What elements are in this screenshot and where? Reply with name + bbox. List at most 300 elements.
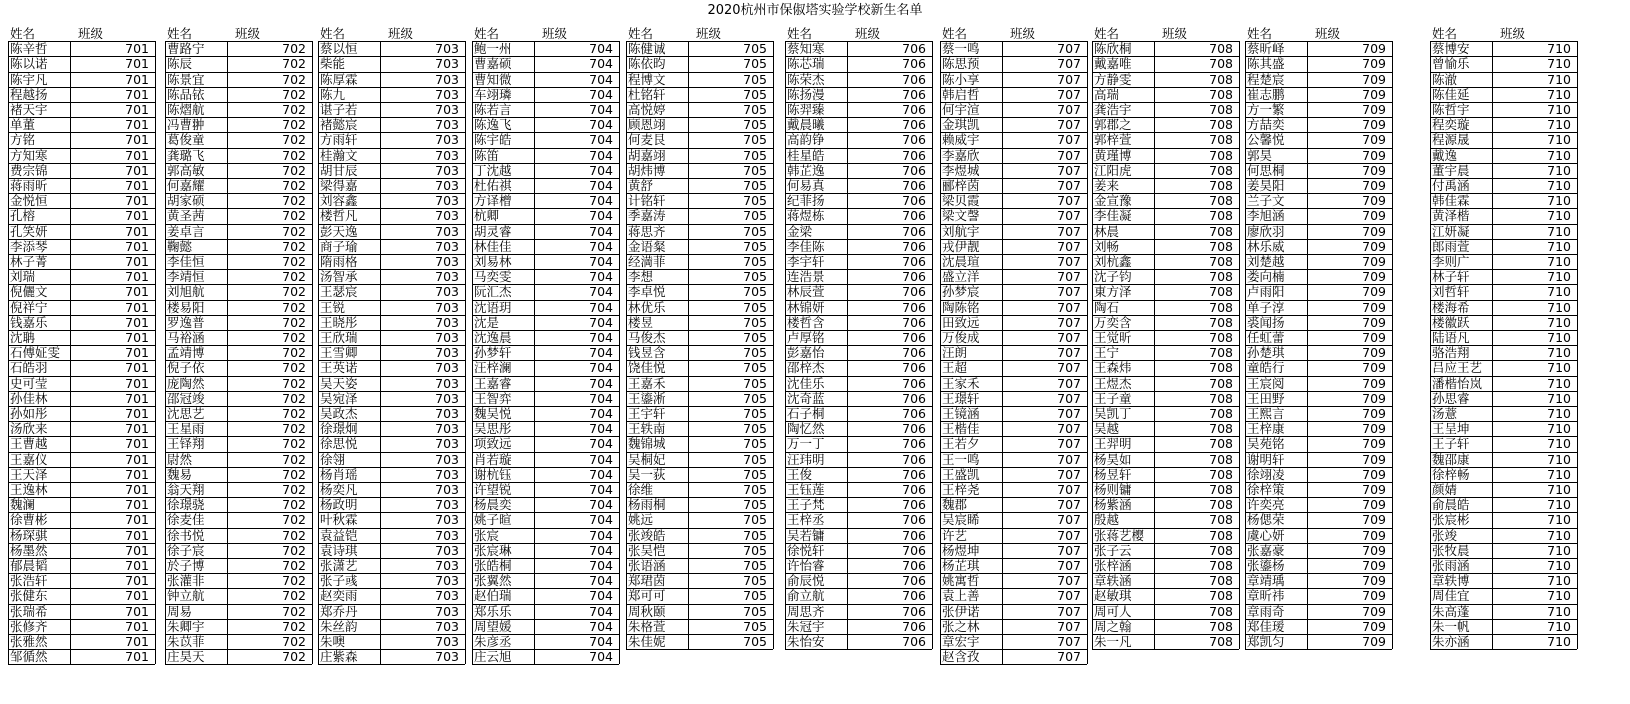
- header-name: 姓名: [1094, 26, 1120, 41]
- student-class: 710: [1547, 618, 1571, 634]
- student-name: 章昕祎: [1247, 588, 1285, 604]
- student-name: 顾恩翊: [628, 117, 666, 133]
- student-class: 705: [743, 314, 767, 330]
- student-name: 谢明轩: [1247, 451, 1285, 467]
- student-name: 楼海希: [1432, 299, 1470, 315]
- student-name: 沈语玥: [474, 299, 512, 315]
- student-class: 706: [902, 132, 926, 148]
- student-name: 赵奕雨: [320, 588, 358, 604]
- student-name: 陈其盛: [1247, 56, 1285, 72]
- student-name: 程楚宸: [1247, 71, 1285, 87]
- student-name: 倪儷文: [10, 284, 48, 300]
- student-name: 王熙言: [1247, 406, 1285, 421]
- student-name: 俞晨皓: [1432, 497, 1470, 513]
- student-class: 706: [902, 482, 926, 497]
- student-name: 徐书悦: [167, 527, 205, 543]
- student-name: 王轶南: [628, 421, 666, 437]
- student-name: 陈景宜: [167, 71, 205, 87]
- student-name: 魏郡: [942, 497, 968, 513]
- student-class: 702: [282, 482, 306, 497]
- student-class: 705: [743, 634, 767, 649]
- student-class: 701: [125, 238, 149, 254]
- student-class: 704: [589, 649, 613, 665]
- student-name: 许望锐: [474, 482, 512, 497]
- student-name: 楼哲含: [787, 314, 825, 330]
- student-class: 701: [125, 117, 149, 133]
- student-class: 709: [1362, 314, 1386, 330]
- student-class: 701: [125, 649, 149, 665]
- student-name: 罗逸普: [167, 314, 205, 330]
- student-class: 702: [282, 208, 306, 224]
- student-class: 706: [902, 542, 926, 558]
- student-name: 王晓彤: [320, 314, 358, 330]
- header-name: 姓名: [628, 26, 654, 41]
- student-name: 袁益铠: [320, 527, 358, 543]
- student-class: 703: [435, 375, 459, 391]
- student-class: 710: [1547, 102, 1571, 117]
- student-class: 707: [1057, 603, 1081, 619]
- student-name: 李则广: [1432, 254, 1470, 269]
- student-name: 戴晨曦: [787, 117, 825, 133]
- student-name: 陆语凡: [1432, 330, 1470, 345]
- student-class: 704: [589, 178, 613, 193]
- student-class: 709: [1362, 254, 1386, 269]
- student-name: 吴桐妃: [628, 451, 666, 467]
- student-name: 万俊成: [942, 330, 980, 345]
- student-name: 金悦恒: [10, 193, 48, 209]
- student-name: 王智弈: [474, 390, 512, 406]
- student-class: 710: [1547, 284, 1571, 300]
- student-class: 709: [1362, 497, 1386, 513]
- student-class: 703: [435, 330, 459, 345]
- student-class: 710: [1547, 542, 1571, 558]
- student-name: 汤智承: [320, 269, 358, 285]
- student-class: 702: [282, 649, 306, 665]
- student-name: 蔡知寒: [787, 41, 825, 57]
- header-class: 班级: [855, 26, 881, 41]
- student-class: 706: [902, 634, 926, 649]
- student-name: 陈逸飞: [474, 117, 512, 133]
- student-name: 何宇渲: [942, 102, 980, 117]
- student-name: 郑可可: [628, 588, 666, 604]
- student-name: 陈以诺: [10, 56, 48, 72]
- student-name: 汪朗: [942, 345, 968, 361]
- student-name: 王铎翔: [167, 436, 205, 452]
- student-class: 702: [282, 603, 306, 619]
- student-name: 朱卿宇: [167, 618, 205, 634]
- student-name: 林子菁: [10, 254, 48, 269]
- student-name: 赵含孜: [942, 649, 980, 665]
- student-name: 魏易: [167, 466, 193, 482]
- header-name: 姓名: [167, 26, 193, 41]
- student-name: 魏澜: [10, 497, 36, 513]
- student-name: 黄舒: [628, 178, 654, 193]
- student-class: 707: [1057, 558, 1081, 573]
- student-class: 707: [1057, 132, 1081, 148]
- student-class: 701: [125, 254, 149, 269]
- student-class: 710: [1547, 512, 1571, 528]
- student-class: 702: [282, 147, 306, 163]
- student-name: 谌子若: [320, 102, 358, 117]
- student-class: 710: [1547, 573, 1571, 589]
- student-name: 陈熠航: [167, 102, 205, 117]
- student-name: 刘容鑫: [320, 193, 358, 209]
- student-name: 朱彦丞: [474, 634, 512, 649]
- student-name: 颜婧: [1432, 482, 1458, 497]
- student-class: 709: [1362, 41, 1386, 57]
- student-name: 王逸林: [10, 482, 48, 497]
- student-class: 710: [1547, 223, 1571, 239]
- student-name: 姜来: [1094, 178, 1120, 193]
- student-class: 708: [1209, 102, 1233, 117]
- student-class: 705: [743, 254, 767, 269]
- student-name: 魏锦城: [628, 436, 666, 452]
- student-class: 702: [282, 41, 306, 57]
- student-name: 陈小享: [942, 71, 980, 87]
- student-class: 703: [435, 147, 459, 163]
- student-name: 何思桐: [1247, 162, 1285, 178]
- student-name: 黄圣茜: [167, 208, 205, 224]
- student-name: 杨政明: [320, 497, 358, 513]
- student-name: 刘航宇: [942, 223, 980, 239]
- student-class: 701: [125, 436, 149, 452]
- column-left-border: [940, 41, 941, 664]
- student-class: 701: [125, 193, 149, 209]
- student-name: 杨肖瑶: [320, 466, 358, 482]
- student-class: 708: [1209, 573, 1233, 589]
- student-class: 707: [1057, 573, 1081, 589]
- student-name: 王鎏淅: [628, 390, 666, 406]
- student-class: 705: [743, 178, 767, 193]
- student-name: 陈荣杰: [787, 71, 825, 87]
- student-name: 杨昊如: [1094, 451, 1132, 467]
- student-name: 汤欣来: [10, 421, 48, 437]
- student-class: 703: [435, 86, 459, 102]
- student-name: 胡灵睿: [474, 223, 512, 239]
- student-class: 710: [1547, 634, 1571, 649]
- student-name: 周之翰: [1094, 618, 1132, 634]
- student-class: 709: [1362, 238, 1386, 254]
- student-name: 张健东: [10, 588, 48, 604]
- student-class: 707: [1057, 238, 1081, 254]
- student-class: 703: [435, 436, 459, 452]
- student-class: 706: [902, 451, 926, 467]
- student-name: 戴嘉唯: [1094, 56, 1132, 72]
- student-name: 王英诺: [320, 360, 358, 376]
- student-name: 何麦艮: [628, 132, 666, 148]
- student-name: 陶石: [1094, 299, 1120, 315]
- student-class: 704: [589, 208, 613, 224]
- student-name: 蔡以恒: [320, 41, 358, 57]
- student-class: 707: [1057, 254, 1081, 269]
- student-class: 705: [743, 512, 767, 528]
- student-name: 楼昱: [628, 314, 654, 330]
- student-class: 708: [1209, 193, 1233, 209]
- student-class: 702: [282, 132, 306, 148]
- student-name: 陈辛哲: [10, 41, 48, 57]
- student-name: 万奕含: [1094, 314, 1132, 330]
- student-name: 程奕璇: [1432, 117, 1470, 133]
- student-class: 702: [282, 573, 306, 589]
- student-class: 703: [435, 390, 459, 406]
- student-name: 马奕雯: [474, 269, 512, 285]
- student-class: 702: [282, 497, 306, 513]
- student-class: 704: [589, 527, 613, 543]
- student-name: 王超: [942, 360, 968, 376]
- student-class: 708: [1209, 421, 1233, 437]
- student-name: 金语粲: [628, 238, 666, 254]
- student-name: 张子彧: [320, 573, 358, 589]
- student-class: 710: [1547, 208, 1571, 224]
- student-name: 龚璐飞: [167, 147, 205, 163]
- student-class: 709: [1362, 634, 1386, 649]
- student-name: 王羿明: [1094, 436, 1132, 452]
- student-class: 707: [1057, 56, 1081, 72]
- student-class: 701: [125, 542, 149, 558]
- student-class: 709: [1362, 390, 1386, 406]
- column-right-border: [932, 41, 933, 649]
- student-class: 707: [1057, 406, 1081, 421]
- student-class: 708: [1209, 618, 1233, 634]
- student-class: 706: [902, 56, 926, 72]
- student-class: 708: [1209, 558, 1233, 573]
- student-name: 方一繁: [1247, 102, 1285, 117]
- student-class: 703: [435, 71, 459, 87]
- student-class: 701: [125, 603, 149, 619]
- student-class: 702: [282, 345, 306, 361]
- student-class: 701: [125, 147, 149, 163]
- student-name: 殷越: [1094, 512, 1120, 528]
- student-class: 710: [1547, 254, 1571, 269]
- student-class: 703: [435, 558, 459, 573]
- student-class: 703: [435, 573, 459, 589]
- student-name: 孙佳林: [10, 390, 48, 406]
- student-name: 吴天姿: [320, 375, 358, 391]
- student-name: 汪梓澜: [474, 360, 512, 376]
- student-name: 赵伯瑞: [474, 588, 512, 604]
- student-class: 704: [589, 360, 613, 376]
- header-class: 班级: [1010, 26, 1036, 41]
- student-class: 708: [1209, 117, 1233, 133]
- student-class: 703: [435, 299, 459, 315]
- student-name: 韩启哲: [942, 86, 980, 102]
- student-class: 703: [435, 254, 459, 269]
- student-class: 706: [902, 360, 926, 376]
- student-name: 卢雨阳: [1247, 284, 1285, 300]
- student-class: 710: [1547, 466, 1571, 482]
- student-class: 702: [282, 466, 306, 482]
- student-name: 张之林: [942, 618, 980, 634]
- student-name: 许艺: [942, 527, 968, 543]
- student-name: 韩佳霖: [1432, 193, 1470, 209]
- student-class: 710: [1547, 527, 1571, 543]
- student-name: 孙思睿: [1432, 390, 1470, 406]
- student-class: 701: [125, 406, 149, 421]
- student-name: 章轶涵: [1094, 573, 1132, 589]
- student-class: 710: [1547, 71, 1571, 87]
- student-class: 702: [282, 527, 306, 543]
- student-name: 陈羿臻: [787, 102, 825, 117]
- student-name: 江妍凝: [1432, 223, 1470, 239]
- student-class: 706: [902, 284, 926, 300]
- student-class: 706: [902, 330, 926, 345]
- student-name: 王嘉仪: [10, 451, 48, 467]
- student-class: 710: [1547, 162, 1571, 178]
- student-name: 杨琛骐: [10, 527, 48, 543]
- student-class: 707: [1057, 299, 1081, 315]
- student-name: 王嘉睿: [474, 375, 512, 391]
- student-class: 709: [1362, 436, 1386, 452]
- student-class: 706: [902, 573, 926, 589]
- student-name: 费宗锦: [10, 162, 48, 178]
- student-name: 杜铭轩: [628, 86, 666, 102]
- student-name: 梁文謦: [942, 208, 980, 224]
- header-name: 姓名: [1247, 26, 1273, 41]
- student-name: 刘旭航: [167, 284, 205, 300]
- student-name: 朱噢: [320, 634, 346, 649]
- student-name: 廖欣羽: [1247, 223, 1285, 239]
- student-name: 程越扬: [10, 86, 48, 102]
- student-name: 吴若镛: [787, 527, 825, 543]
- student-name: 朱一帆: [1432, 618, 1470, 634]
- roster-column-703: [318, 26, 465, 704]
- student-class: 703: [435, 41, 459, 57]
- student-name: 庄昊天: [167, 649, 205, 665]
- student-class: 710: [1547, 588, 1571, 604]
- student-class: 705: [743, 162, 767, 178]
- student-name: 郑珺茵: [628, 573, 666, 589]
- student-name: 庄紫森: [320, 649, 358, 665]
- student-name: 楼徽跃: [1432, 314, 1470, 330]
- student-class: 704: [589, 558, 613, 573]
- student-name: 朱高蓬: [1432, 603, 1470, 619]
- student-name: 张嘉豪: [1247, 542, 1285, 558]
- student-class: 702: [282, 56, 306, 72]
- student-class: 702: [282, 162, 306, 178]
- student-name: 朱怡安: [787, 634, 825, 649]
- student-name: 张宸彬: [1432, 512, 1470, 528]
- student-name: 陈厚霖: [320, 71, 358, 87]
- student-class: 701: [125, 360, 149, 376]
- student-name: 饶佳悦: [628, 360, 666, 376]
- student-class: 702: [282, 86, 306, 102]
- student-class: 707: [1057, 634, 1081, 649]
- student-class: 708: [1209, 436, 1233, 452]
- student-name: 郭昊: [1247, 147, 1273, 163]
- student-name: 王梓尧: [942, 482, 980, 497]
- student-class: 707: [1057, 375, 1081, 391]
- student-class: 706: [902, 618, 926, 634]
- student-name: 黄泽楷: [1432, 208, 1470, 224]
- student-class: 708: [1209, 360, 1233, 376]
- student-name: 陈辰: [167, 56, 193, 72]
- student-name: 肖若璇: [474, 451, 512, 467]
- student-name: 陈笛: [474, 147, 500, 163]
- student-class: 708: [1209, 238, 1233, 254]
- student-class: 704: [589, 497, 613, 513]
- student-name: 戎伊靓: [942, 238, 980, 254]
- student-class: 706: [902, 269, 926, 285]
- student-name: 彭天逸: [320, 223, 358, 239]
- student-name: 何嘉耀: [167, 178, 205, 193]
- student-class: 706: [902, 223, 926, 239]
- student-name: 刘杭鑫: [1094, 254, 1132, 269]
- student-class: 703: [435, 451, 459, 467]
- student-class: 707: [1057, 71, 1081, 87]
- student-class: 705: [743, 436, 767, 452]
- student-class: 707: [1057, 162, 1081, 178]
- student-class: 706: [902, 254, 926, 269]
- student-name: 陶陈铭: [942, 299, 980, 315]
- student-class: 701: [125, 86, 149, 102]
- student-class: 706: [902, 314, 926, 330]
- student-class: 701: [125, 299, 149, 315]
- student-class: 704: [589, 86, 613, 102]
- student-name: 张翼然: [474, 573, 512, 589]
- student-name: 王家禾: [942, 375, 980, 391]
- student-name: 林辰萱: [787, 284, 825, 300]
- header-class: 班级: [1162, 26, 1188, 41]
- student-class: 709: [1362, 558, 1386, 573]
- student-class: 705: [743, 360, 767, 376]
- student-name: 李嘉欣: [942, 147, 980, 163]
- student-name: 朱苡菲: [167, 634, 205, 649]
- student-name: 徐子宸: [167, 542, 205, 558]
- student-class: 707: [1057, 512, 1081, 528]
- student-class: 703: [435, 421, 459, 437]
- student-class: 705: [743, 330, 767, 345]
- student-name: 张潇艺: [320, 558, 358, 573]
- student-name: 翁天翔: [167, 482, 205, 497]
- student-class: 705: [743, 482, 767, 497]
- student-name: 方静雯: [1094, 71, 1132, 87]
- student-name: 张修齐: [10, 618, 48, 634]
- student-name: 骆浩翔: [1432, 345, 1470, 361]
- student-class: 707: [1057, 542, 1081, 558]
- student-class: 704: [589, 466, 613, 482]
- student-class: 706: [902, 436, 926, 452]
- student-name: 周可人: [1094, 603, 1132, 619]
- student-class: 709: [1362, 299, 1386, 315]
- student-name: 张宸: [474, 527, 500, 543]
- student-class: 708: [1209, 634, 1233, 649]
- student-name: 陈依昀: [628, 56, 666, 72]
- student-class: 702: [282, 390, 306, 406]
- student-name: 郭高敏: [167, 162, 205, 178]
- student-name: 章轶博: [1432, 573, 1470, 589]
- student-class: 701: [125, 132, 149, 148]
- student-name: 王一鸣: [942, 451, 980, 467]
- roster-column-702: [165, 26, 312, 704]
- student-name: 徐曹彬: [10, 512, 48, 528]
- student-name: 钱昱含: [628, 345, 666, 361]
- student-class: 701: [125, 527, 149, 543]
- student-class: 705: [743, 132, 767, 148]
- student-name: 盛立洋: [942, 269, 980, 285]
- student-class: 709: [1362, 147, 1386, 163]
- student-class: 708: [1209, 603, 1233, 619]
- student-class: 708: [1209, 223, 1233, 239]
- student-name: 马俊杰: [628, 330, 666, 345]
- student-name: 杨雨桐: [628, 497, 666, 513]
- student-class: 703: [435, 497, 459, 513]
- student-class: 703: [435, 603, 459, 619]
- student-name: 王欣瑞: [320, 330, 358, 345]
- student-class: 710: [1547, 345, 1571, 361]
- student-name: 陈九: [320, 86, 346, 102]
- student-name: 纪菲扬: [787, 193, 825, 209]
- student-name: 朱佳妮: [628, 634, 666, 649]
